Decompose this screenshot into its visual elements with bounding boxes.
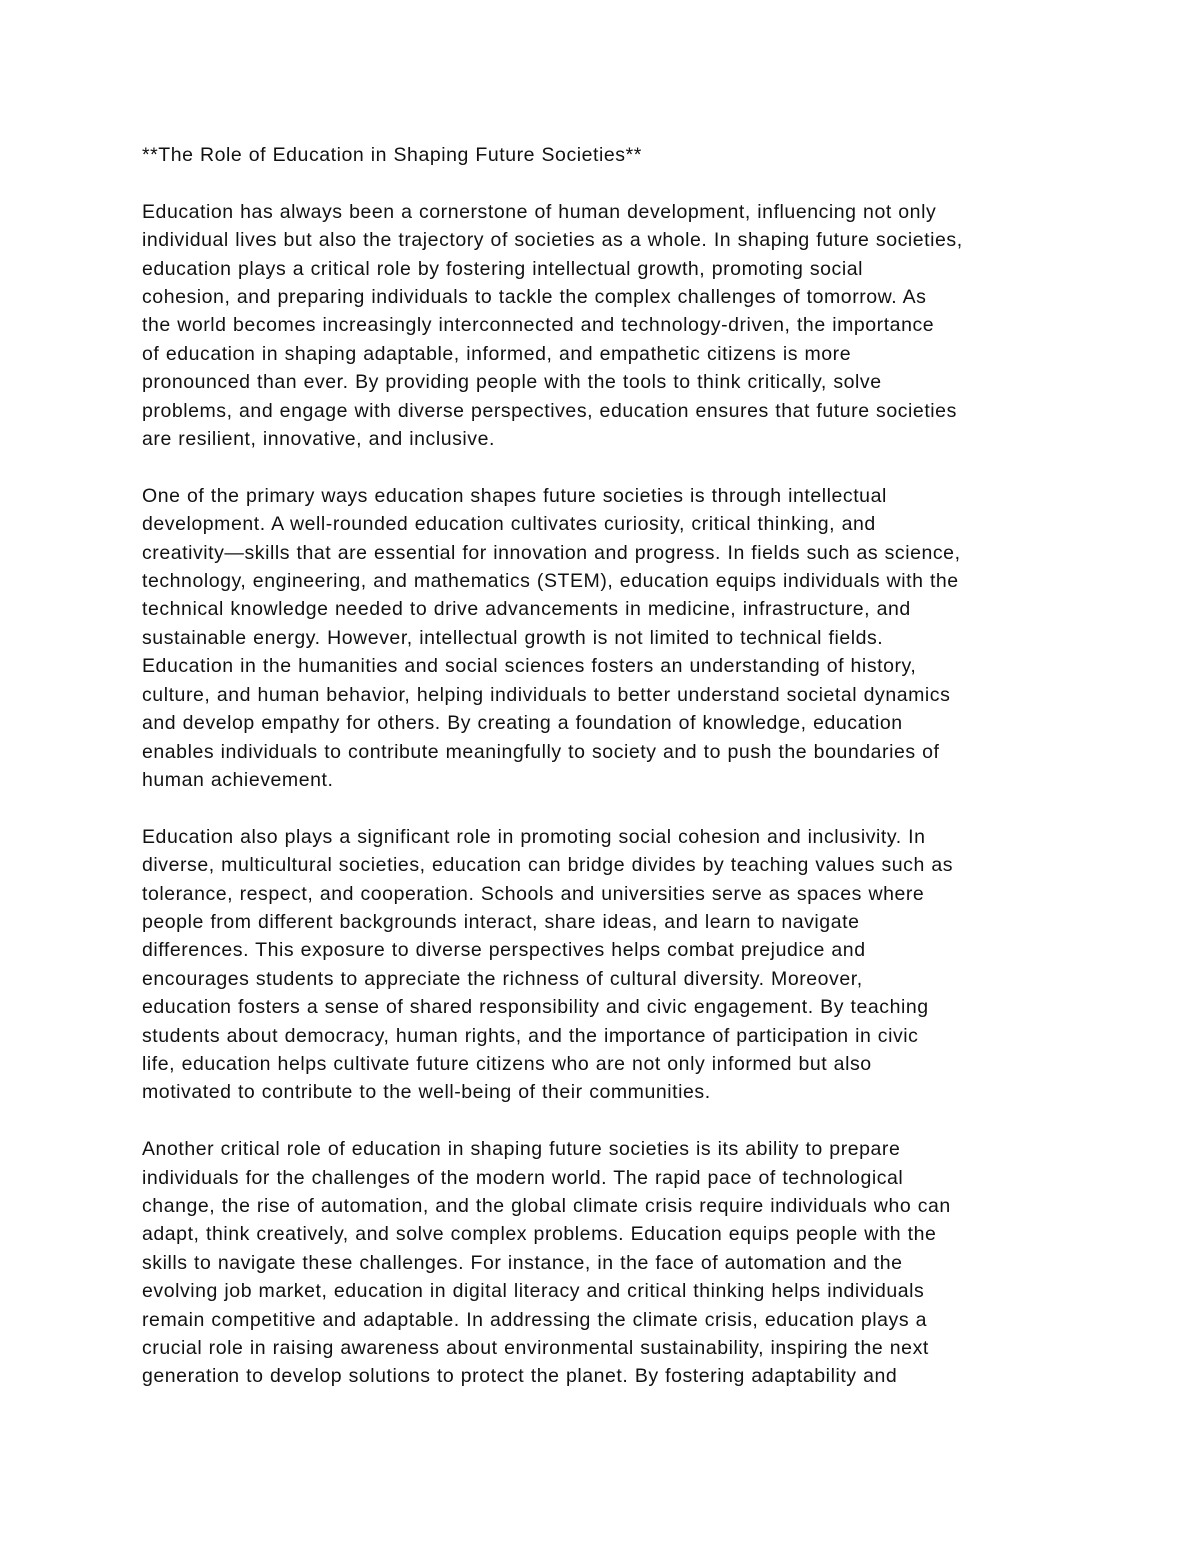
paragraph-line: evolving job market, education in digital literacy and critical thinking helps individuals bbox=[142, 1280, 925, 1303]
paragraph-line: motivated to contribute to the well-being of their communities. bbox=[142, 1081, 711, 1104]
body-paragraph bbox=[142, 823, 1072, 1107]
paragraph-line: generation to develop solutions to protect the planet. By fostering adaptability and bbox=[142, 1365, 898, 1388]
paragraph-line: Education has always been a cornerstone of human development, influencing not only bbox=[142, 200, 937, 223]
paragraph-line: change, the rise of automation, and the global climate crisis require individuals who can bbox=[142, 1194, 951, 1217]
paragraph-line: are resilient, innovative, and inclusive. bbox=[142, 428, 495, 451]
paragraph-line: tolerance, respect, and cooperation. Schools and universities serve as spaces where bbox=[142, 882, 925, 905]
paragraph-line: crucial role in raising awareness about environmental sustainability, inspiring the next bbox=[142, 1337, 929, 1359]
paragraph-line: Education also plays a significant role in promoting social cohesion and inclusivity. In bbox=[142, 825, 926, 848]
paragraph-line: Education in the humanities and social sciences fosters an understanding of history, bbox=[142, 655, 917, 678]
paragraph-line: adapt, think creatively, and solve complex problems. Education equips people with the bbox=[142, 1223, 937, 1246]
paragraph-line: culture, and human behavior, helping individuals to better understand societal dynamics bbox=[142, 683, 951, 706]
paragraph-line: and develop empathy for others. By creating a foundation of knowledge, education bbox=[142, 712, 903, 735]
body-paragraph bbox=[142, 198, 1072, 454]
paragraph-line: human achievement. bbox=[142, 768, 334, 791]
paragraphs-container bbox=[142, 198, 1072, 1391]
paragraph-line: individuals for the challenges of the modern world. The rapid pace of technological bbox=[142, 1166, 904, 1189]
paragraph-line: education plays a critical role by fostering intellectual growth, promoting social bbox=[142, 257, 864, 280]
paragraph-line: students about democracy, human rights, and the importance of participation in civic bbox=[142, 1024, 919, 1047]
paragraph-line: skills to navigate these challenges. For instance, in the face of automation and the bbox=[142, 1251, 903, 1274]
paragraph-line: education fosters a sense of shared responsibility and civic engagement. By teaching bbox=[142, 996, 929, 1019]
paragraph-line: the world becomes increasingly interconnected and technology-driven, the importance bbox=[142, 314, 935, 337]
paragraph-line: Another critical role of education in shaping future societies is its ability to prepare bbox=[142, 1138, 901, 1161]
paragraph-line: remain competitive and adaptable. In addressing the climate crisis, education plays a bbox=[142, 1308, 927, 1331]
paragraph-line: pronounced than ever. By providing people with the tools to think critically, solve bbox=[142, 371, 882, 394]
paragraph-line: problems, and engage with diverse perspectives, education ensures that future societies bbox=[142, 399, 957, 422]
paragraph-line: development. A well-rounded education cultivates curiosity, critical thinking, and bbox=[142, 513, 876, 536]
paragraph-line: technology, engineering, and mathematics (STEM), education equips individuals with the bbox=[142, 570, 959, 593]
paragraph-line: technical knowledge needed to drive advancements in medicine, infrastructure, and bbox=[142, 598, 911, 621]
body-paragraph bbox=[142, 482, 1072, 794]
document-title: **The Role of Education in Shaping Future Societies** bbox=[142, 144, 642, 166]
paragraph-line: cohesion, and preparing individuals to tackle the complex challenges of tomorrow. As bbox=[142, 286, 927, 309]
paragraph-line: people from different backgrounds interact, share ideas, and learn to navigate bbox=[142, 910, 860, 933]
body-paragraph bbox=[142, 1135, 1072, 1391]
paragraph-line: individual lives but also the trajectory of societies as a whole. In shaping future societies, bbox=[142, 229, 963, 252]
paragraph-line: sustainable energy. However, intellectual growth is not limited to technical fields. bbox=[142, 626, 884, 649]
paragraph-line: of education in shaping adaptable, informed, and empathetic citizens is more bbox=[142, 342, 852, 365]
paragraph-line: encourages students to appreciate the richness of cultural diversity. Moreover, bbox=[142, 967, 863, 990]
paragraph-line: differences. This exposure to diverse perspectives helps combat prejudice and bbox=[142, 939, 866, 962]
paragraph-line: life, education helps cultivate future citizens who are not only informed but also bbox=[142, 1052, 872, 1075]
document-body bbox=[142, 141, 1072, 1419]
paragraph-line: diverse, multicultural societies, education can bridge divides by teaching values such as bbox=[142, 854, 954, 877]
paragraph-line: One of the primary ways education shapes future societies is through intellectual bbox=[142, 484, 887, 507]
paragraph-line: enables individuals to contribute meaningfully to society and to push the boundaries of bbox=[142, 740, 940, 763]
paragraph-line: creativity—skills that are essential for innovation and progress. In fields such as science, bbox=[142, 541, 961, 564]
